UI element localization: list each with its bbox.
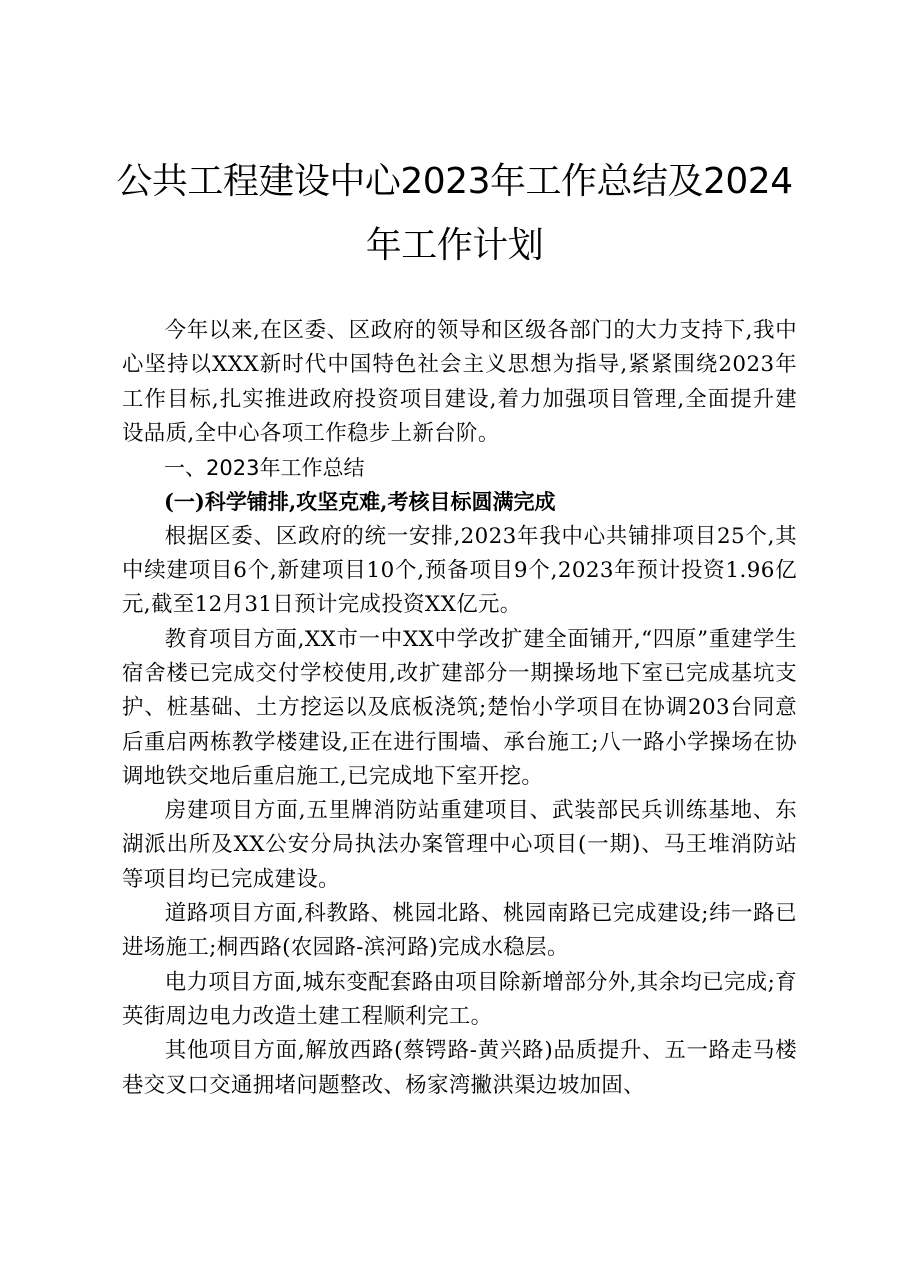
paragraph-road-projects: 道路项目方面,科教路、桃园北路、桃园南路已完成建设;纬一路已进场施工;桐西路(农园路-滨河路)完成水稳层。 (122, 901, 797, 961)
subsection-heading-1: (一)科学铺排,攻坚克难,考核目标圆满完成 (164, 489, 556, 515)
paragraph-investment: 根据区委、区政府的统一安排,2023年我中心共铺排项目25个,其中续建项目6个,新建项目10个,预备项目9个,2023年预计投资1.96亿元,截至12月31日预计完成投资XX亿元。 (122, 523, 797, 618)
paragraph-power-projects: 电力项目方面,城东变配套路由项目除新增部分外,其余均已完成;育英街周边电力改造土建工程顺利完工。 (122, 969, 797, 1029)
section-heading-summary: 一、2023年工作总结 (164, 456, 365, 481)
paragraph-other-projects: 其他项目方面,解放西路(蔡锷路-黄兴路)品质提升、五一路走马楼巷交叉口交通拥堵问题整改、杨家湾撇洪渠边坡加固、 (122, 1038, 797, 1098)
document-body (122, 314, 797, 1103)
paragraph-building-projects: 房建项目方面,五里牌消防站重建项目、武装部民兵训练基地、东湖派出所及XX公安分局执法办案管理中心项目(一期)、马王堆消防站等项目均已完成建设。 (122, 798, 797, 892)
paragraph-education-projects: 教育项目方面,XX市一中XX中学改扩建全面铺开,“四原”重建学生宿舍楼已完成交付学校使用,改扩建部分一期操场地下室已完成基坑支护、桩基础、土方挖运以及底板浇筑;楚怡小学项目在协调203台同意后重启两栋教学楼建设,正在进行围墙、承台施工;八一路小学操场在协调地铁交地后重启施工,已完成地下室开挖。 (122, 626, 797, 789)
intro-paragraph: 今年以来,在区委、区政府的领导和区级各部门的大力支持下,我中心坚持以XXX新时代中国特色社会主义思想为指导,紧紧围绕2023年工作目标,扎实推进政府投资项目建设,着力加强项目管理,全面提升建设品质,全中心各项工作稳步上新台阶。 (122, 318, 797, 446)
document-title-line-2: 年工作计划 (365, 225, 544, 266)
document-title-line-1: 公共工程建设中心2023年工作总结及2024 (116, 161, 793, 202)
